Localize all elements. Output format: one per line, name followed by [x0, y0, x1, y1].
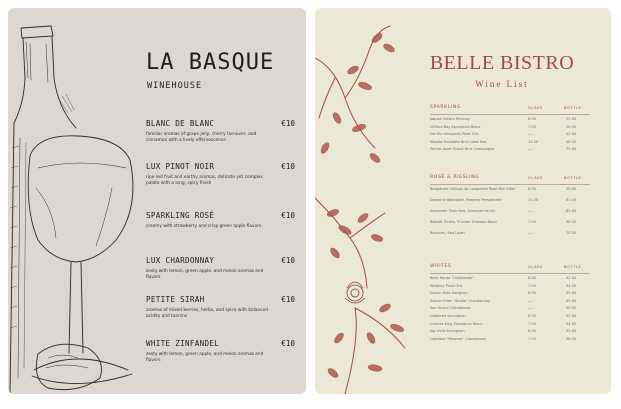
wine-row [430, 337, 590, 345]
glass-price: ---- [528, 209, 534, 213]
divider [430, 273, 590, 274]
wine-price: €10 [281, 339, 295, 348]
glass-price: 12.00 [528, 139, 539, 144]
glass-price: ---- [528, 306, 534, 311]
wine-price: €10 [281, 211, 295, 220]
wine-name: Beaulieu, Red Label [430, 231, 465, 235]
wine-description: zesty with lemon, green apple, and melon aromas and flavors [146, 352, 264, 363]
bottle-price: 32.00 [566, 117, 577, 121]
wine-price: €10 [281, 162, 295, 171]
wine-item [146, 162, 298, 187]
glass-price: 7.00 [528, 283, 536, 288]
wine-name: Perrier-Jouet Grand Brut Champagne [430, 147, 495, 152]
wine-item [146, 295, 298, 320]
wine-name: Whitney Pinot Gris [430, 283, 463, 288]
bottle-price: 70.00 [566, 231, 577, 235]
wine-item [146, 339, 298, 364]
wine-item [146, 211, 298, 230]
bottle-price: 72.00 [566, 147, 577, 152]
wine-section [430, 175, 590, 239]
wine-description: familiar aromas of grape jelly, cherry turnover, and cinnamon with a lively effervescence [146, 132, 257, 143]
bottle-column-header: BOTTLE [564, 106, 582, 110]
wine-bottle-and-glass-illustration [8, 8, 143, 394]
wine-row [430, 291, 590, 299]
wine-price: €10 [281, 119, 295, 128]
glass-price: ---- [528, 132, 534, 137]
glass-column-header: GLASS [528, 106, 543, 110]
wine-name: PETITE SIRAH [146, 295, 205, 304]
bottle-price: 32.00 [566, 276, 577, 280]
wine-description: zesty with lemon, green apple, and melon aromas and flavors [146, 269, 264, 280]
wine-name: Chorlee King Sauvignon Blanc [430, 321, 483, 326]
menu-subtitle: WINEHOUSE [147, 81, 203, 91]
glass-column-header: GLASS [528, 265, 543, 269]
glass-price: 7.00 [528, 336, 536, 341]
divider [430, 114, 590, 115]
glass-price: 6.00 [528, 291, 536, 296]
glass-price: 7.00 [528, 124, 536, 129]
bottle-price: 62.00 [566, 209, 577, 213]
wine-name: San Grand Chardonnay [430, 306, 471, 311]
wine-name: LUX CHARDONNAY [146, 256, 215, 265]
glass-price: ---- [528, 231, 534, 235]
wine-row [430, 220, 590, 231]
bottle-price: 34.00 [566, 283, 577, 288]
bottle-column-header: BOTTLE [564, 176, 582, 180]
bottle-price: 32.00 [566, 313, 577, 318]
wine-row [430, 125, 590, 133]
wine-item [146, 119, 298, 144]
glass-price: 6.00 [528, 187, 536, 191]
wine-price: €10 [281, 295, 295, 304]
wine-name: Jaques Cellars Riesling [430, 117, 470, 121]
wine-description: aromas of mixed berries, herbs, and spice with balanced acidity and tannins [146, 308, 268, 319]
wine-name: Clifford Bay Sauvignon Blanc [430, 124, 481, 129]
belle-bistro-menu-card [315, 8, 611, 394]
wine-name: Dorvin Isles Savignon [430, 291, 468, 296]
wine-item [146, 256, 298, 281]
wine-row [430, 132, 590, 140]
glass-price: ---- [528, 147, 534, 152]
wine-row [430, 276, 590, 284]
wine-description: ripe red fruit and earthy aromas, delicate yet complex palate with a long, spicy finish [146, 175, 263, 186]
glass-price: 6.00 [528, 329, 536, 334]
section-title: SPARKLING [430, 105, 462, 110]
bottle-price: 34.00 [566, 321, 577, 326]
bottle-column-header: BOTTLE [564, 265, 582, 269]
bottle-price: 32.00 [566, 329, 577, 334]
wine-section [430, 105, 590, 155]
wine-row [430, 117, 590, 125]
wine-description: creamy with strawberry and crisp green apple flavors [146, 224, 262, 229]
wine-name: BLANC DE BLANC [146, 119, 215, 128]
glass-price: 7.00 [528, 220, 536, 224]
glass-price: 6.00 [528, 313, 536, 318]
wine-row [430, 140, 590, 148]
la-basque-menu-card [8, 8, 306, 394]
wine-name: Seaver Eden "Studio" Chardonnay [430, 298, 490, 303]
wine-name: LUX PINOT NOIR [146, 162, 215, 171]
wine-row [430, 198, 590, 209]
wine-name: Beck House "Undulande" [430, 276, 474, 280]
wine-row [430, 147, 590, 155]
bottle-price: 42.00 [566, 132, 577, 137]
wine-row [430, 322, 590, 330]
glass-price: 11.00 [528, 198, 539, 202]
wine-row [430, 187, 590, 198]
wine-name: Jog Vivid Sauvignon [430, 329, 465, 334]
menu-title: LA BASQUE [146, 50, 275, 75]
divider [430, 184, 590, 185]
wine-row [430, 284, 590, 292]
bottle-price: 36.00 [566, 220, 577, 224]
wine-row [430, 231, 590, 239]
section-title: WHITES [430, 264, 452, 269]
wine-name: Balletti Trinkin, Prinster Chateau Barel [430, 220, 497, 224]
bottle-price: 36.00 [566, 124, 577, 129]
glass-price: 6.00 [528, 276, 536, 280]
bottle-price: 36.00 [566, 336, 577, 341]
bottle-price: 46.00 [566, 139, 577, 144]
wine-row [430, 306, 590, 314]
bottle-price: 30.00 [566, 187, 577, 191]
wine-name: Ladnikov "Reserve" Chardonnay [430, 336, 487, 341]
wine-name: Cabernet Sauvignon [430, 313, 466, 318]
wine-name: Bergstrom Cellinas de Longueval Rose Mar Gitler [430, 187, 516, 191]
wine-name: Nicolas Feuillatte Brut Label Bas [430, 139, 487, 144]
glass-price: 6.00 [528, 117, 536, 121]
wine-row [430, 329, 590, 337]
bottle-price: 51.00 [566, 198, 577, 202]
wine-section [430, 264, 590, 344]
wine-name: WHITE ZINFANDEL [146, 339, 220, 348]
menu-title: BELLE BISTRO [429, 52, 575, 74]
glass-price: 7.00 [528, 321, 536, 326]
wine-row [430, 299, 590, 307]
bottle-price: 42.00 [566, 298, 577, 303]
wine-name: Alexander Trinh Red, Grosquet de Vin [430, 209, 496, 213]
section-header [430, 105, 590, 113]
section-header [430, 264, 590, 272]
section-title: ROSÉ & RIESLING [430, 175, 480, 180]
glass-column-header: GLASS [528, 176, 543, 180]
wine-name: SPARKLING ROSÉ [146, 211, 215, 220]
wine-price: €10 [281, 256, 295, 265]
wine-name: Domaine Weinbach, Reserve Personnelle [430, 198, 502, 202]
glass-price: ---- [528, 298, 534, 303]
menu-subtitle: Wine List [475, 79, 529, 89]
bottle-price: 32.00 [566, 291, 577, 296]
wine-name: Del Rio Vineyards Pinot Gris [430, 132, 479, 137]
section-header [430, 175, 590, 183]
bottle-price: 50.00 [566, 306, 577, 311]
wine-row [430, 314, 590, 322]
wine-row [430, 209, 590, 220]
